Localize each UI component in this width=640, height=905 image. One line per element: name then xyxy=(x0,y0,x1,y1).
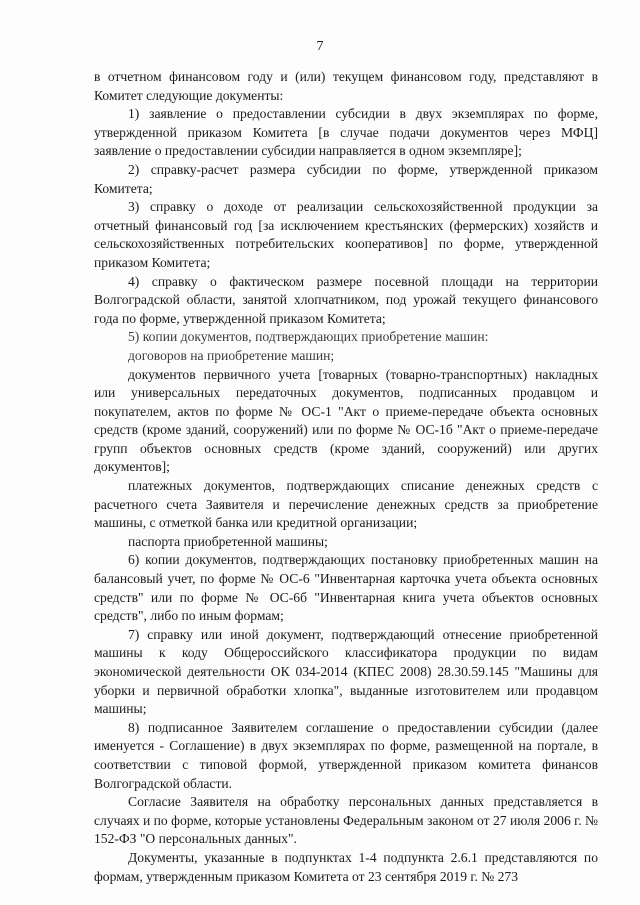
page-number: 7 xyxy=(316,39,324,54)
paragraph-item-3: 3) справку о доходе от реализации сельскохозяйственной продукции за отчетный финансовый год [за исключением крестьянских (фермерских) хозяйств и сельскохозяйственных потребительских кооперативов] по форме, утвержденной приказом Комитета; xyxy=(94,199,598,270)
paragraph-payment-docs: платежных документов, подтверждающих списание денежных средств с расчетного счета Заявителя и перечисление денежных средств за приобретение машины, с отметкой банка или кредитной организации; xyxy=(94,478,598,531)
paragraph-item-8: 8) подписанное Заявителем соглашение о предоставлении субсидии (далее именуется - Соглашение) в двух экземплярах по форме, размещенной на портале, в соответствии с типовой формой, утвержденной приказом комитета финансов Волгоградской области. xyxy=(94,719,598,791)
paragraph-consent: Согласие Заявителя на обработку персональных данных представляется в случаях и по форме, которые установлены Федеральным законом от 27 июля 2006 г. № 152-ФЗ "О персональных данных". xyxy=(94,794,598,847)
paragraph-item-7: 7) справку или иной документ, подтверждающий отнесение приобретенной машины к коду Общероссийского классификатора продукции по видам экономической деятельности ОК 034-2014 (КПЕС 2008) 28.30.59.145 "Машины для уборки и первичной обработки хлопка", выданные изготовителем или продавцом машины; xyxy=(94,626,598,717)
paragraph-documents-forms: Документы, указанные в подпунктах 1-4 подпункта 2.6.1 представляются по формам, утвержденным приказом Комитета от 23 сентября 2019 г. № 273 xyxy=(94,849,598,884)
paragraph-item-2: 2) справку-расчет размера субсидии по форме, утвержденной приказом Комитета; xyxy=(94,161,598,196)
paragraph-item-5: 5) копии документов, подтверждающих приобретение машин: xyxy=(128,329,489,345)
paragraph-item-1: 1) заявление о предоставлении субсидии в двух экземплярах по форме, утвержденной приказом Комитета [в случае подачи документов через МФЦ] заявление о предоставлении субсидии направляется в одном экземпляре]; xyxy=(94,106,598,159)
paragraph-item-6: 6) копии документов, подтверждающих постановку приобретенных машин на балансовый учет, по форме № ОС-6 "Инвентарная карточка учета объекта основных средств" или по форме № ОС-6б "Инвентарная книга учета объектов основных средств", либо по иным формам; xyxy=(94,552,598,624)
paragraph-machine-passport: паспорта приобретенной машины; xyxy=(128,533,328,549)
paragraph-item-4: 4) справку о фактическом размере посевной площади на территории Волгоградской области, занятой хлопчатником, под урожай текущего финансового года по форме, утвержденной приказом Комитета; xyxy=(94,273,598,326)
paragraph-primary-docs: документов первичного учета [товарных (товарно-транспортных) накладных или универсальных передаточных документов, подписанных продавцом и покупателем, актов по форме № ОС-1 "Акт о приеме-передаче объекта основных средств (кроме зданий, сооружений) или по форме № ОС-1б "Акт о приеме-передаче групп объектов основных средств (кроме зданий, сооружений) или других документов]; xyxy=(94,366,598,475)
paragraph-contracts: договоров на приобретение машин; xyxy=(128,347,335,363)
document-body xyxy=(94,68,598,886)
paragraph-intro: в отчетном финансовом году и (или) текущем финансовом году, представляют в Комитет следующие документы: xyxy=(94,69,598,103)
